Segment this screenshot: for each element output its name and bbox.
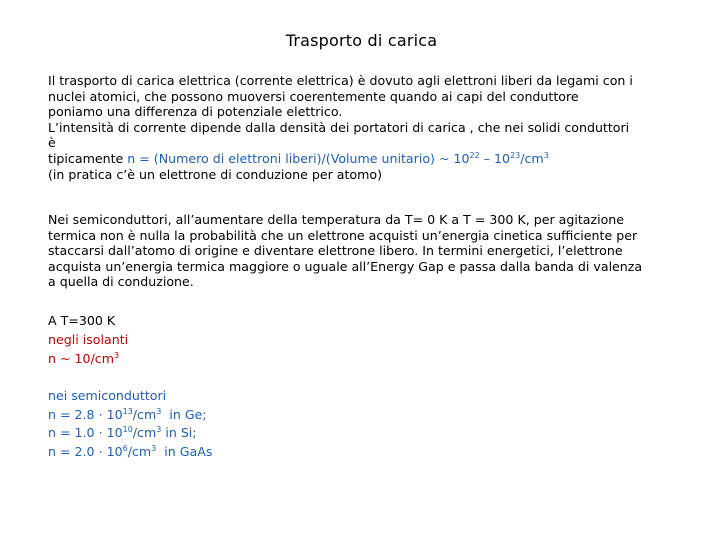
- density-formula-line: [48, 151, 660, 167]
- semiconductor-line: a quella di conduzione.: [48, 274, 194, 290]
- density-ge: $n = 2.8 \cdot 10^{13}/cm^3$ in Ge;: [48, 406, 207, 422]
- insulator-density: n ~ $10/cm^3$: [48, 351, 120, 366]
- intro-line: è: [48, 135, 56, 151]
- temperature-label: A T=300 K: [48, 313, 116, 328]
- intro-line: Il trasporto di carica elettrica (corrente elettrica) è dovuto agli elettroni liberi da legami con i: [48, 73, 633, 88]
- intro-line: nuclei atomici, che possono muoversi coerentemente quando ai capi del conduttore: [48, 88, 579, 104]
- semiconductor-line: staccarsi dall’atomo di origine e diventare elettrone libero. In termini energetici, l’elettrone: [48, 243, 623, 259]
- semiconductor-line: Nei semiconduttori, all’aumentare della temperatura da T= 0 K a T = 300 K, per agitazione: [48, 212, 625, 227]
- intro-line: (in pratica c’è un elettrone di conduzione per atomo): [48, 166, 383, 182]
- density-si: $n = 1.0 \cdot 10^{10}/cm^3$ in Si;: [48, 425, 197, 440]
- density-formula: n = (Numero di elettroni liberi)/(Volume unitario) ~ $10^{22} - 10^{23}/cm^3$: [127, 150, 549, 166]
- density-gaas: $n = 2.0 \cdot 10^6/cm^3$ in GaAs: [48, 443, 213, 459]
- semiconductor-values-label: nei semiconduttori: [48, 388, 167, 403]
- intro-line: poniamo una differenza di potenziale elettrico.: [48, 104, 343, 120]
- insulator-label: negli isolanti: [48, 332, 129, 347]
- formula-prefix: tipicamente: [48, 150, 128, 166]
- intro-line: L’intensità di corrente dipende dalla densità dei portatori di carica , che nei solidi conduttori: [48, 119, 630, 135]
- semiconductor-line: acquista un’energia termica maggiore o uguale all’Energy Gap e passa dalla banda di valenza: [48, 258, 643, 274]
- semiconductor-values-section: [48, 387, 660, 461]
- semiconductor-line: termica non è nulla la probabilità che un elettrone acquisti un’energia cinetica sufficiente per: [48, 227, 638, 243]
- intro-paragraph: [48, 73, 660, 182]
- slide-title: Trasporto di carica: [285, 31, 438, 50]
- semiconductor-paragraph: [48, 212, 660, 290]
- insulator-section: [48, 311, 660, 368]
